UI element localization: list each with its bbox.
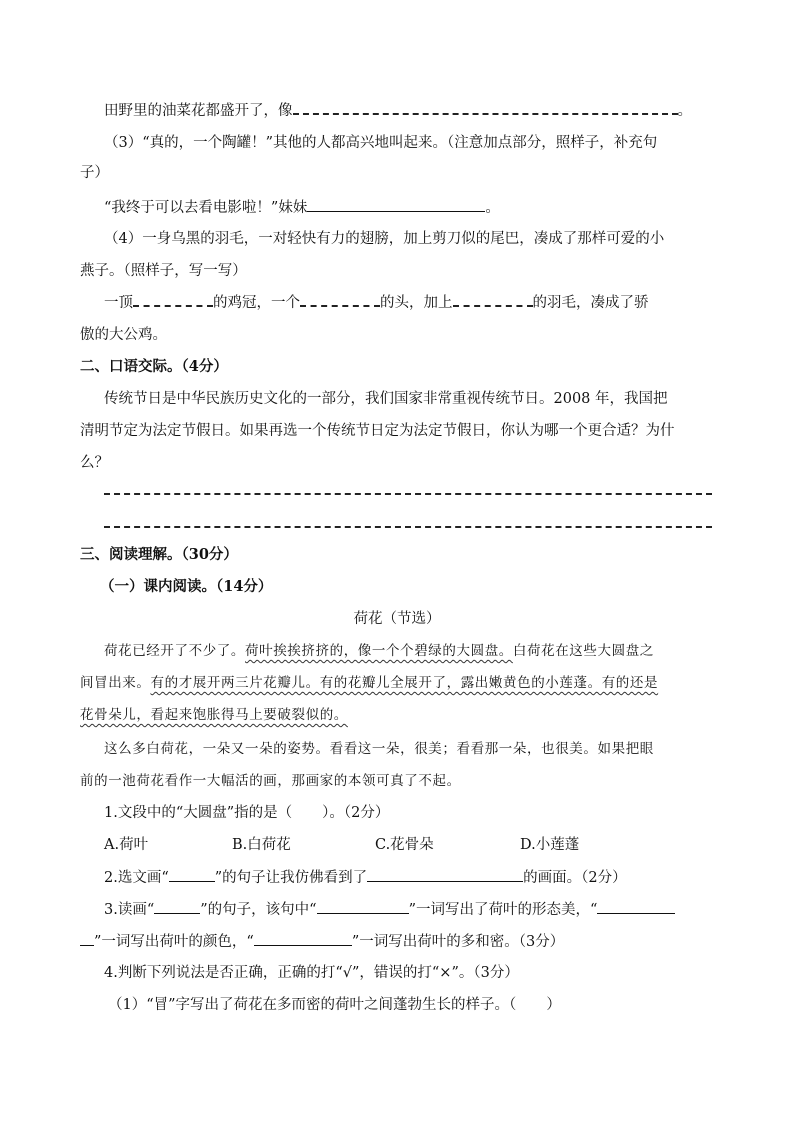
option-d[interactable]: D.小莲蓬 [520,837,580,853]
q4-fill-line [104,293,649,313]
q3-line1: （3）“真的，一个陶罐！”其他的人都高兴地叫起来。（注意加点部分，照样子，补充句 [104,135,658,151]
passage-text: 间冒出来。 [80,675,151,691]
question-3-line2 [80,931,564,952]
answer-line-2[interactable] [104,526,712,528]
answer-blank[interactable] [307,197,485,212]
question-3-text: ”一词写出荷叶的颜色，“ [94,934,254,950]
option-c[interactable]: C.花骨朵 [375,837,434,853]
passage-para2-line2: 前的一池荷花看作一大幅活的画，那画家的本领可真了不起。 [80,773,461,789]
wavy-underlined-sentence: 花骨朵儿，看起来饱胀得马上要破裂似的。 [80,707,348,723]
answer-blank[interactable] [597,899,675,914]
question-3-line1 [104,899,675,920]
q4-line1: （4）一身乌黑的羽毛，一对轻快有力的翅膀，加上剪刀似的尾巴，凑成了那样可爱的小 [104,231,665,247]
question-4-1 [108,995,561,1015]
q4-fill-text-1: 一顶 [104,295,133,311]
question-2-text: 的画面。（2分） [523,870,627,886]
option-b[interactable]: B.白荷花 [232,837,291,853]
question-3-text: ”的句子，该句中“ [200,902,317,918]
question-4-1-text: （1）“冒”字写出了荷花在多而密的荷叶之间蓬勃生长的样子。（ [108,997,517,1013]
answer-blank[interactable] [80,931,94,946]
question-1-score: ）。（2分） [322,805,390,821]
q4-fill-text-4: 的羽毛，凑成了骄 [532,295,649,311]
question-2 [104,867,627,888]
q4-line-last: 傲的大公鸡。 [80,327,167,343]
section2-heading: 二、口语交际。（4分） [80,358,228,375]
section2-para-line1: 传统节日是中华民族历史文化的一部分，我们国家非常重视传统节日。2008 年，我国把 [104,391,668,407]
section3-heading: 三、阅读理解。（30分） [80,546,238,563]
passage-text: 白荷花在这些大圆盘之 [512,643,654,659]
answer-blank[interactable] [293,101,678,115]
section3-subheading: （一）课内阅读。（14分） [100,578,273,595]
answer-blank[interactable] [300,293,380,307]
question-2-text: ”的句子让我仿佛看到了 [214,870,368,886]
q3-fill-line [104,197,500,218]
section2-para-line2: 清明节定为法定节假日。如果再选一个传统节日定为法定节假日，你认为哪一个更合适？为什 [80,423,675,439]
q3-line2: 子） [80,165,109,181]
answer-blank[interactable] [367,867,523,882]
passage-para1-line2 [80,673,658,693]
question-3-text: 3.读画“ [104,902,155,918]
passage-text: 荷花已经开了不少了。 [104,643,245,659]
question-1 [104,803,389,823]
question-3-text: ”一词写出了荷叶的形态美，“ [408,902,598,918]
passage-para1-line3 [80,705,348,725]
passage-title: 荷花（节选） [353,611,441,627]
question-1-text: 1.文段中的“大圆盘”指的是（ [104,805,293,821]
section2-para-line3: 么？ [80,455,109,471]
q4-line2: 燕子。（照样子，写一写） [80,263,247,279]
question-1-options [104,835,579,855]
passage-para1-line1 [104,641,654,661]
answer-blank[interactable] [453,293,533,307]
question-4-1-close: ） [546,997,561,1013]
answer-blank[interactable] [133,293,213,307]
q3-fill-text: “我终于可以去看电影啦！”妹妹 [104,200,308,216]
answer-blank[interactable] [317,899,409,914]
wavy-underlined-sentence: 荷叶挨挨挤挤的，像一个个碧绿的大圆盘。 [245,643,513,659]
q4-fill-text-3: 的头，加上 [380,295,453,311]
wavy-underlined-sentence: 有的才展开两三片花瓣儿。有的花瓣儿全展开了，露出嫩黄色的小莲蓬。有的还是 [150,675,659,691]
q1-line-a [104,101,692,121]
question-3-text: ”一词写出荷叶的多和密。（3分） [351,934,565,950]
q3-fill-end: 。 [485,200,500,216]
q1-line-a-end: 。 [677,103,692,119]
answer-blank[interactable] [254,931,352,946]
answer-blank[interactable] [169,867,215,882]
answer-line-1[interactable] [104,493,712,495]
q4-fill-text-2: 的鸡冠，一个 [213,295,300,311]
question-4: 4.判断下列说法是否正确，正确的打“√”，错误的打“×”。（3分） [104,965,519,981]
option-a[interactable]: A.荷叶 [104,837,149,853]
answer-blank[interactable] [154,899,200,914]
question-2-text: 2.选文画“ [104,870,169,886]
q1-line-a-text: 田野里的油菜花都盛开了，像 [104,103,293,119]
passage-para2-line1: 这么多白荷花，一朵又一朵的姿势。看看这一朵，很美；看看那一朵，也很美。如果把眼 [104,741,654,757]
